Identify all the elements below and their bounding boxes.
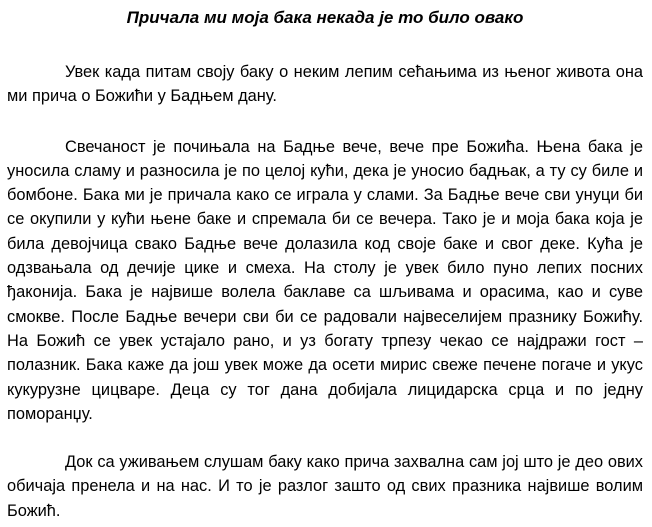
paragraph-conclusion: Док са уживањем слушам баку како прича захвална сам јој што је део ових обичаја пренела и на нас. И то је разлог зашто од свих празника највише волим Божић. <box>7 453 643 520</box>
paragraph-intro: Увек када питам своју баку о неким лепим сећањима из њеног живота она ми прича о Божићи у Бадњем дану. <box>7 63 643 106</box>
paragraph-story: Свечаност је почињала на Бадње вече, вече пре Божића. Њена бака је уносила сламу и разносила је по целој кући, дека је уносио бадњак, а ту су биле и бомбоне. Бака ми је причала како се играла у слами. За Бадње вече сви унуци би се окупили у кући њене баке и спремала би се вечера. Тако је и моја бака која је била девојчица свако Бадње вече долазила код своје баке и свог деке. Кућа је одзвањала од дечије цике и смеха. На столу је увек било пуно лепих посних ђаконија. Бака је највише волела баклаве са шљивама и орасима, као и суве смокве. После Бадње вечери сви би се радовали највеселијем празнику Божићу. На Божић се увек устајало рано, и уз богату трпезу чекао се најдражи гост – полазник. Бака каже да још увек може да осети мирис свеже печене погаче и укус кукурузне цицваре. Деца су тог дана добијала лицидарска срца и по једну поморанџу. <box>7 137 643 423</box>
document-title: Причала ми моја бака некада је то било овако <box>126 8 524 27</box>
document-page <box>7 0 643 523</box>
